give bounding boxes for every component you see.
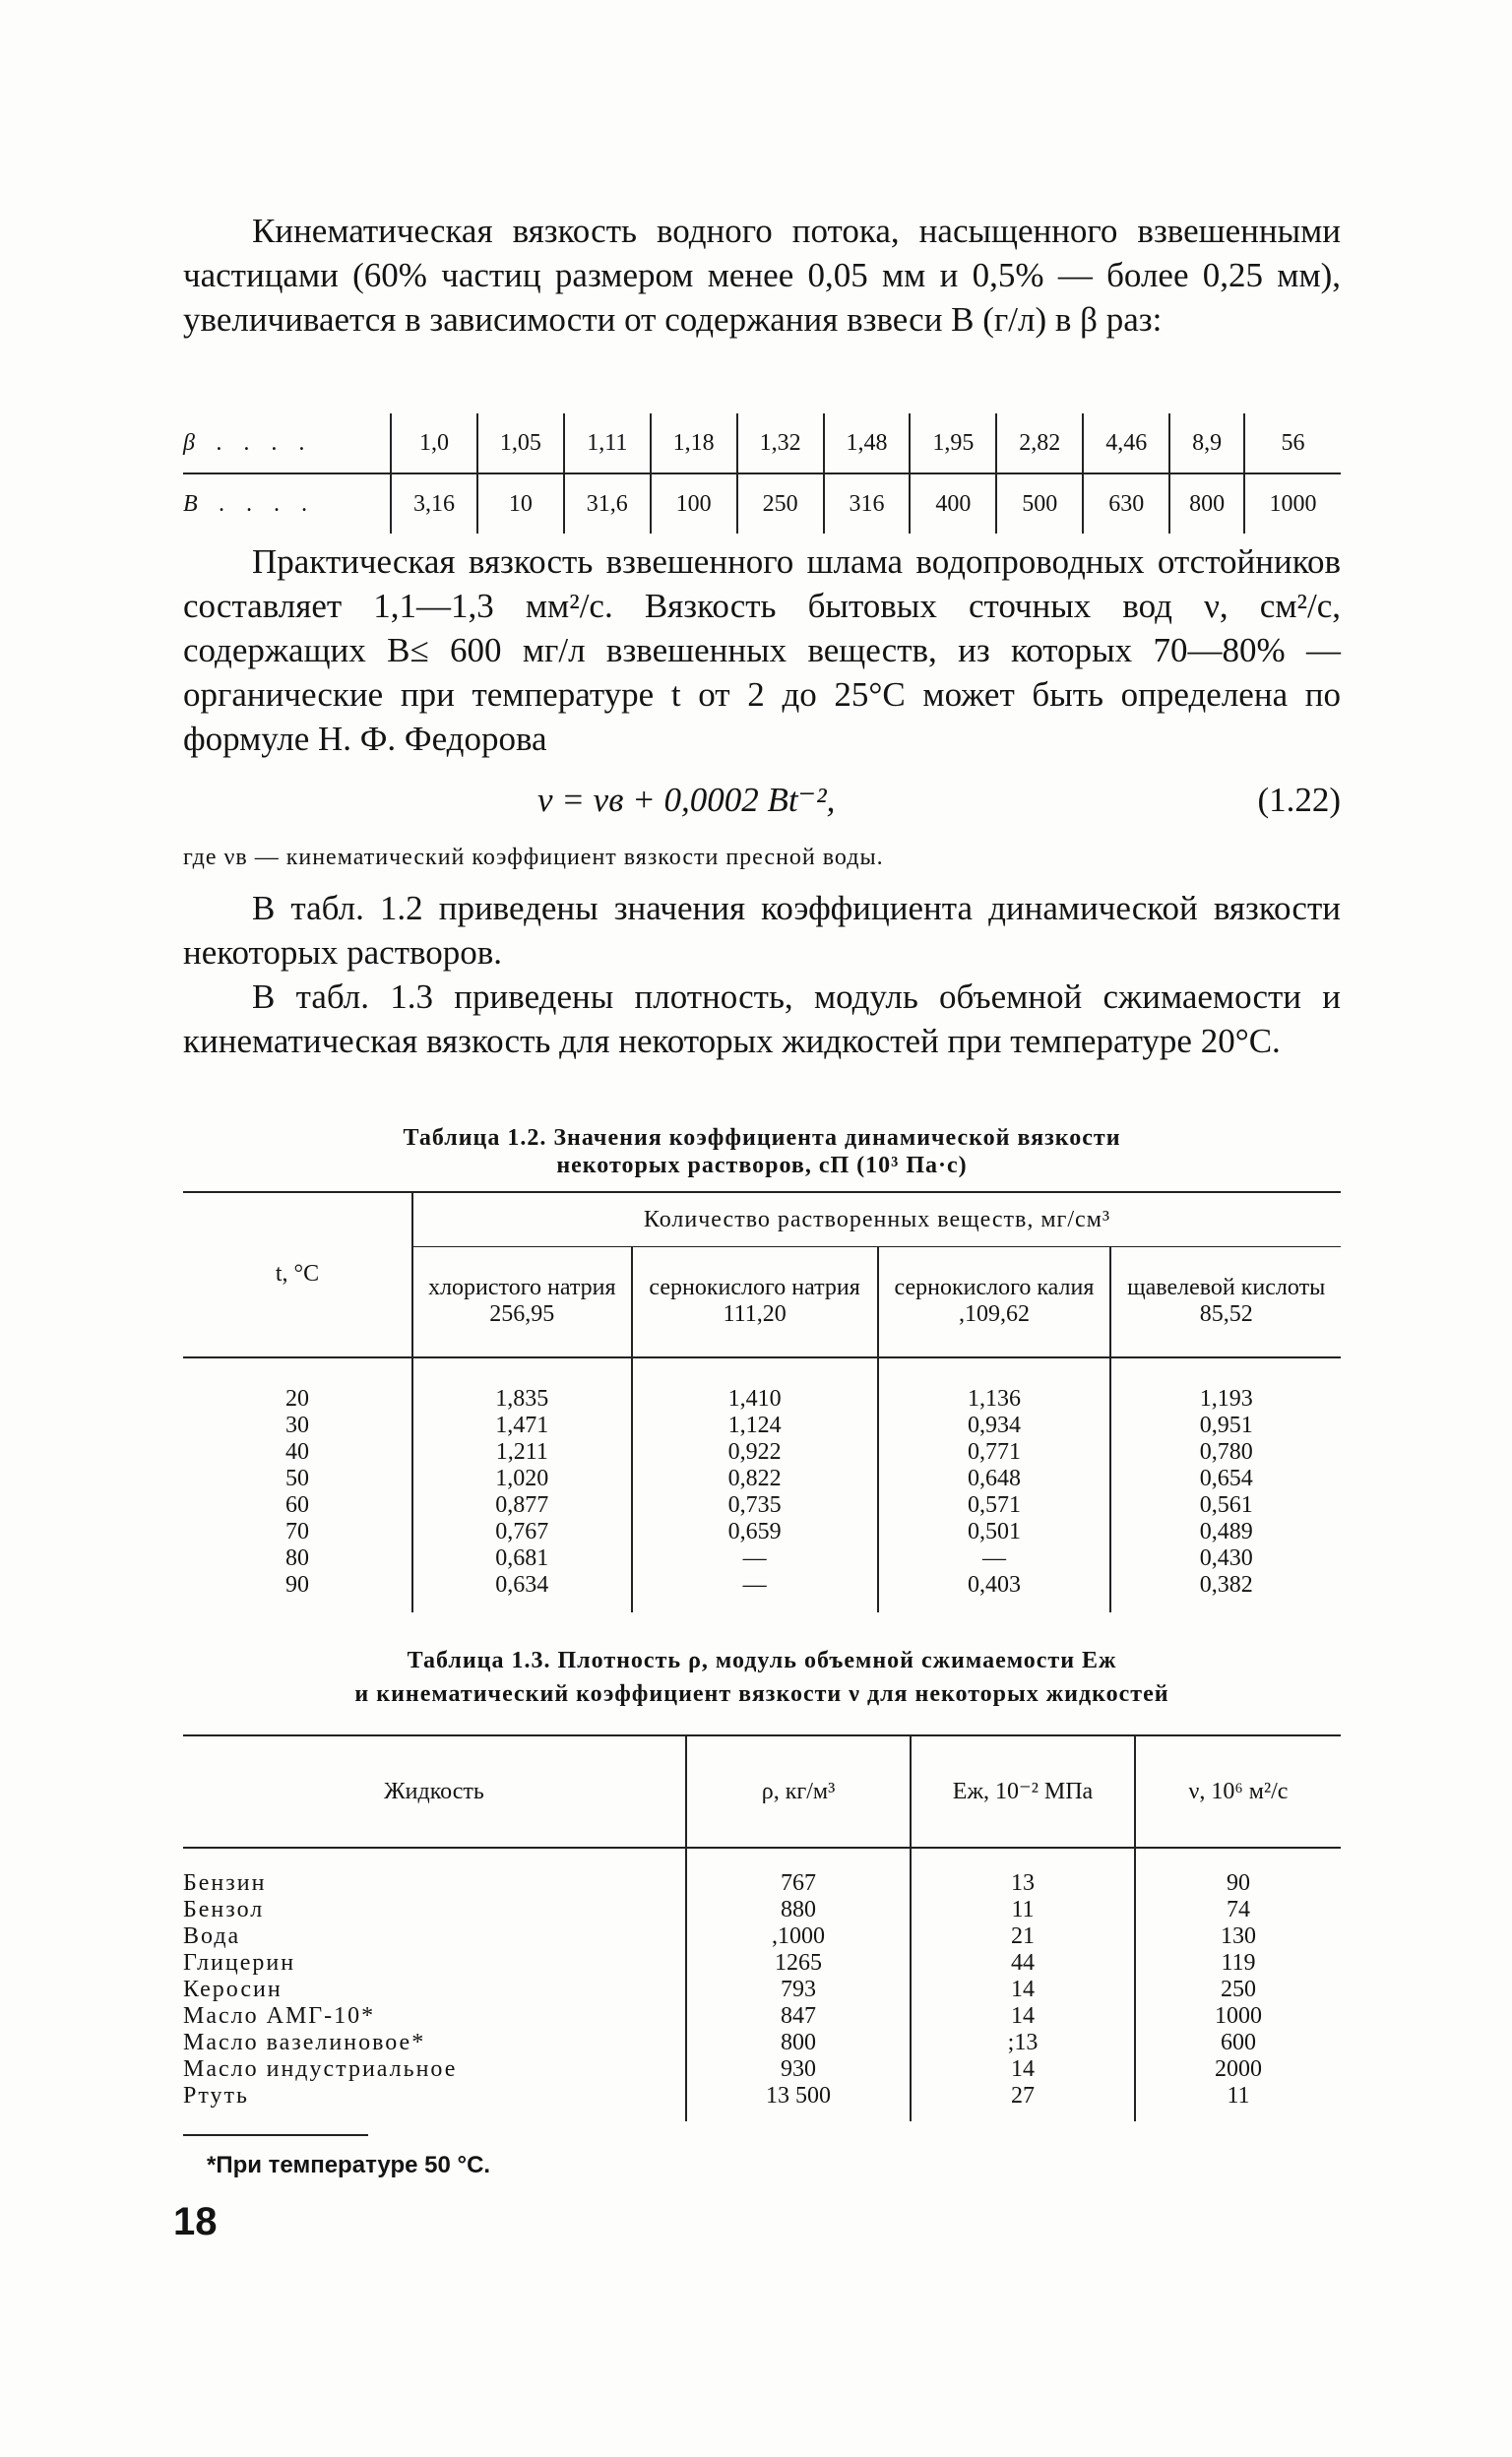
column-header: Жидкость — [183, 1735, 686, 1848]
table-cell: 70 — [285, 1518, 309, 1544]
table-cell: 0,681 — [412, 1545, 632, 1572]
beta-value: 1,05 — [477, 413, 564, 473]
table-cell: 0,934 — [878, 1413, 1111, 1439]
table-cell: 0,877 — [412, 1492, 632, 1519]
table-cell: 0,654 — [1110, 1466, 1341, 1492]
table-cell: 1,136 — [878, 1357, 1111, 1413]
table-cell: 44 — [911, 1950, 1135, 1977]
table-cell: 20 — [285, 1385, 309, 1412]
column-header: сернокислого калия ,109,62 — [878, 1247, 1111, 1357]
b-value: 3,16 — [391, 473, 477, 534]
table-cell: Масло индустриальное — [183, 2056, 458, 2082]
table-cell: 600 — [1135, 2030, 1341, 2056]
table-row — [183, 2030, 1341, 2056]
table-cell: ,1000 — [686, 1923, 911, 1950]
table-cell: 1,410 — [632, 1357, 878, 1413]
table-row — [183, 2083, 1341, 2121]
table-cell: 130 — [1135, 1923, 1341, 1950]
table-1-2-caption — [183, 1124, 1341, 1179]
table-cell: 800 — [686, 2030, 911, 2056]
table-row — [183, 2056, 1341, 2083]
b-value: 100 — [651, 473, 737, 534]
table-row — [183, 1897, 1341, 1923]
beta-value: 1,32 — [737, 413, 824, 473]
page-number: 18 — [173, 2200, 218, 2243]
b-value: 500 — [996, 473, 1083, 534]
table-row — [183, 1923, 1341, 1950]
table-cell: 14 — [911, 1977, 1135, 2003]
table-cell: 1,124 — [632, 1413, 878, 1439]
paragraph-suspension-viscosity: Кинематическая вязкость водного потока, насыщенного взвешенными частицами (60% частиц размером менее 0,05 мм и 0,5% — более 0,25 мм), увеличивается в зависимости от содержания взвеси B (г/л) в β раз: — [183, 212, 1341, 339]
table-cell: Масло АМГ-10* — [183, 2003, 376, 2029]
table-cell: 0,951 — [1110, 1413, 1341, 1439]
beta-value: 4,46 — [1083, 413, 1169, 473]
table-cell: 930 — [686, 2056, 911, 2083]
beta-label: β . . . . — [183, 413, 391, 473]
table-cell: 11 — [1135, 2083, 1341, 2121]
table-cell: 13 500 — [686, 2083, 911, 2121]
paragraph-sludge-viscosity: Практическая вязкость взвешенного шлама водопроводных отстойников составляет 1,1—1,3 мм²/с. Вязкость бытовых сточных вод ν, см²/с, содержащих B≤ 600 мг/л взвешенных веществ, из которых 70—80% — органические при температуре t от 2 до 25°С может быть определена по формуле Н. Ф. Федорова — [183, 542, 1341, 758]
table-cell: Ртуть — [183, 2083, 249, 2109]
table-cell: — — [878, 1545, 1111, 1572]
paragraph-table-1-3-ref: В табл. 1.3 приведены плотность, модуль объемной сжимаемости и кинематическая вязкость для некоторых жидкостей при температуре 20°С. — [183, 977, 1341, 1060]
table-row — [183, 1545, 1341, 1572]
table-cell: ;13 — [911, 2030, 1135, 2056]
beta-value: 1,11 — [564, 413, 651, 473]
b-value: 31,6 — [564, 473, 651, 534]
table-cell: 0,571 — [878, 1492, 1111, 1519]
b-value: 316 — [824, 473, 911, 534]
column-header: ρ, кг/м³ — [686, 1735, 911, 1848]
table-cell: 90 — [285, 1571, 309, 1598]
b-row — [183, 473, 1341, 534]
table-cell: 0,922 — [632, 1439, 878, 1466]
footnote-divider — [183, 2134, 368, 2136]
formula-explanation: где νв — кинематический коэффициент вязкости пресной воды. — [183, 845, 884, 870]
table-cell: 13 — [911, 1848, 1135, 1897]
column-header: хлористого натрия 256,95 — [412, 1247, 632, 1357]
table-row — [183, 1466, 1341, 1492]
formula-number: (1.22) — [1257, 781, 1341, 819]
table-1-2 — [183, 1191, 1341, 1612]
beta-value: 1,18 — [651, 413, 737, 473]
table-cell: 11 — [911, 1897, 1135, 1923]
table-cell: Керосин — [183, 1977, 283, 2002]
table-cell: 27 — [911, 2083, 1135, 2121]
table-cell: 0,822 — [632, 1466, 878, 1492]
table-cell: 0,489 — [1110, 1519, 1341, 1545]
caption-line: Таблица 1.3. Плотность ρ, модуль объемной сжимаемости Eж — [407, 1648, 1117, 1673]
table-cell: — — [632, 1572, 878, 1612]
table-cell: Глицерин — [183, 1950, 296, 1976]
caption-line: и кинематический коэффициент вязкости ν для некоторых жидкостей — [354, 1681, 1169, 1707]
table-cell: 0,634 — [412, 1572, 632, 1612]
b-value: 10 — [477, 473, 564, 534]
b-value: 1000 — [1244, 473, 1341, 534]
b-value: 250 — [737, 473, 824, 534]
table-cell: 0,735 — [632, 1492, 878, 1519]
table-row — [183, 1977, 1341, 2003]
column-header: ν, 10⁶ м²/с — [1135, 1735, 1341, 1848]
table-cell: Масло вазелиновое* — [183, 2030, 426, 2055]
table-cell: 1,835 — [412, 1357, 632, 1413]
table-row — [183, 1357, 1341, 1413]
paragraph-table-1-2-ref: В табл. 1.2 приведены значения коэффициента динамической вязкости некоторых растворов. — [183, 889, 1341, 972]
table-1-3 — [183, 1734, 1341, 2121]
table-1-3-caption — [183, 1644, 1341, 1711]
table-cell: Бензол — [183, 1897, 265, 1922]
table-row — [183, 2003, 1341, 2030]
table-cell: 90 — [1135, 1848, 1341, 1897]
formula: ν = νв + 0,0002 Bt⁻², — [537, 781, 836, 819]
table-cell: 0,382 — [1110, 1572, 1341, 1612]
table-cell: 30 — [285, 1412, 309, 1438]
beta-row — [183, 413, 1341, 473]
table-cell: 1,193 — [1110, 1357, 1341, 1413]
table-cell: 119 — [1135, 1950, 1341, 1977]
table-cell: 847 — [686, 2003, 911, 2030]
footnote: *При температуре 50 °С. — [207, 2152, 491, 2178]
table-cell: 14 — [911, 2056, 1135, 2083]
table-cell: 0,767 — [412, 1519, 632, 1545]
table-cell: 21 — [911, 1923, 1135, 1950]
table-cell: 0,771 — [878, 1439, 1111, 1466]
caption-line: Таблица 1.2. Значения коэффициента динамической вязкости — [403, 1125, 1121, 1151]
beta-value: 8,9 — [1169, 413, 1244, 473]
table-cell: 1000 — [1135, 2003, 1341, 2030]
table-cell: 1,471 — [412, 1413, 632, 1439]
table-cell: 2000 — [1135, 2056, 1341, 2083]
table-cell: 793 — [686, 1977, 911, 2003]
table-cell: 0,659 — [632, 1519, 878, 1545]
table-cell: 50 — [285, 1465, 309, 1491]
group-header: Количество растворенных веществ, мг/см³ — [412, 1192, 1341, 1247]
column-header: щавелевой кислоты 85,52 — [1110, 1247, 1341, 1357]
table-row — [183, 1439, 1341, 1466]
table-cell: 0,430 — [1110, 1545, 1341, 1572]
table-cell: 0,648 — [878, 1466, 1111, 1492]
table-cell: 880 — [686, 1897, 911, 1923]
beta-value: 1,95 — [910, 413, 996, 473]
table-cell: 80 — [285, 1544, 309, 1571]
table-cell: 74 — [1135, 1897, 1341, 1923]
table-row — [183, 1848, 1341, 1897]
table-cell: 250 — [1135, 1977, 1341, 2003]
table-row — [183, 1519, 1341, 1545]
b-value: 800 — [1169, 473, 1244, 534]
table-cell: 60 — [285, 1491, 309, 1518]
table-cell: 14 — [911, 2003, 1135, 2030]
table-cell: 0,561 — [1110, 1492, 1341, 1519]
table-cell: 0,780 — [1110, 1439, 1341, 1466]
table-cell: Бензин — [183, 1870, 267, 1896]
t-header: t, °С — [183, 1192, 412, 1357]
table-cell: 1,020 — [412, 1466, 632, 1492]
beta-value: 2,82 — [996, 413, 1083, 473]
table-cell: 40 — [285, 1438, 309, 1465]
column-header: сернокислого натрия 111,20 — [632, 1247, 878, 1357]
table-cell: 0,403 — [878, 1572, 1111, 1612]
formula-line — [183, 778, 1341, 822]
beta-b-table — [183, 413, 1341, 534]
table-row — [183, 1572, 1341, 1612]
table-row — [183, 1492, 1341, 1519]
beta-value: 1,48 — [824, 413, 911, 473]
table-cell: 767 — [686, 1848, 911, 1897]
table-cell: — — [632, 1545, 878, 1572]
b-label: B . . . . — [183, 490, 316, 517]
table-row — [183, 1950, 1341, 1977]
table-cell: 0,501 — [878, 1519, 1111, 1545]
b-value: 400 — [910, 473, 996, 534]
b-value: 630 — [1083, 473, 1169, 534]
table-cell: 1265 — [686, 1950, 911, 1977]
caption-line: некоторых растворов, сП (10³ Па·с) — [556, 1153, 968, 1178]
column-header: Eж, 10⁻² МПа — [911, 1735, 1135, 1848]
beta-value: 1,0 — [391, 413, 477, 473]
table-row — [183, 1413, 1341, 1439]
table-cell: Вода — [183, 1923, 241, 1949]
beta-value: 56 — [1244, 413, 1341, 473]
table-cell: 1,211 — [412, 1439, 632, 1466]
